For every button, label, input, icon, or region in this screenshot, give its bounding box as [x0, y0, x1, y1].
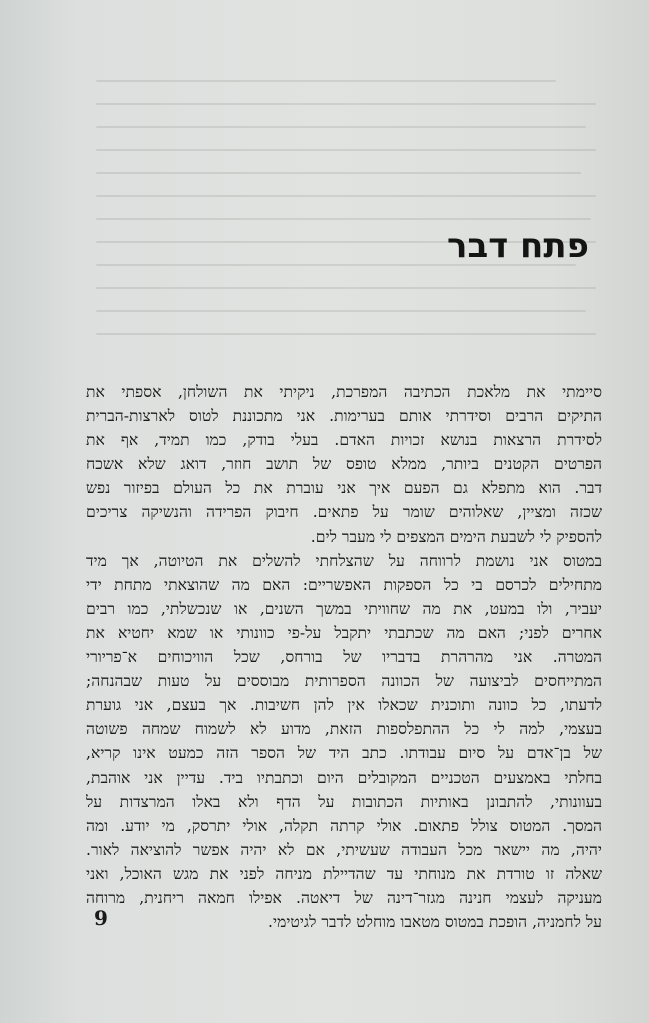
text-line: סיימתי את מלאכת הכתיבה המפרכת, ניקיתי את השולחן, אספתי את: [86, 383, 602, 401]
text-line: הפרטים הקטנים ביותר, ממלא טופס של תושב חוזר, דואג שלא אשכח: [86, 455, 602, 474]
text-line: במטוס אני נושמת לרווחה על שהצלחתי להשלים את הטיוטה, אך מיד: [86, 551, 602, 570]
text-line: לדעתו, כל כוונה ותוכנית שכאלו אין להן חשיבות. אך בעצם, אני גוערת: [86, 696, 602, 715]
text-line: דבר. הוא מתפלא גם הפעם איך אני עוברת את כל העולם בפיזור נפש: [86, 479, 602, 498]
text-line: שכזה ומציין, שאלוהים שומר על פתאים. חיבוק הפרידה והנשיקה צריכים: [86, 503, 602, 522]
text-line: על לחמניה, הופכת במטוס מטאבו מוחלט לדבר לגיטימי.: [268, 913, 602, 932]
text-line: מתחילים לכרסם בי כל הספקות האפשריים: האם מה שהוצאתי מתחת ידי: [86, 575, 602, 594]
text-line: בחלתי באמצעים הטכניים המקובלים היום וכתבתיו ביד. עדיין אני אוהבת,: [86, 768, 602, 787]
page-number: 9: [94, 906, 108, 930]
text-line: לסידרת הרצאות בנושא זכויות האדם. בעלי בודק, כמו תמיד, אף את: [86, 431, 602, 450]
text-line: המתייחסים לביצועה של הכוונה הספרותית מבוססים על טעות שבהנחה;: [86, 672, 602, 691]
text-line: בעוונותי, להתבונן באותיות הכתובות על הדף ולא באלו המרצדות על: [86, 792, 602, 811]
text-line: יעביר, ולו במעט, את מה שחוויתי במשך השנים, או שנכשלתי, כמו רבים: [86, 599, 602, 618]
text-line: התיקים הרבים וסידרתי אותם בערימות. אני מתכוננת לטוס לארצות-הברית: [86, 407, 602, 426]
text-line: בעצמי, למה לי כל ההתפלספות הזאת, מדוע לא לשמוח שמחה פשוטה: [86, 720, 602, 739]
chapter-title: פתח דבר: [447, 226, 589, 266]
text-line: אחרים לפני; האם מה שכתבתי יתקבל על-פי כוונותי או שמא יחטיא את: [86, 623, 602, 642]
text-line: יהיה, מה יישאר מכל העבודה שעשיתי, אם לא יהיה אפשר להוציאה לאור.: [86, 840, 602, 859]
text-line: מעניקה לעצמי חנינה מגזר־דינה של דיאטה. אפילו חמאה ריחנית, מרוחה: [86, 888, 602, 907]
text-line: המטרה. אני מהרהרת בדבריו של בורחס, שכל הוויכוחים א־פריורי: [86, 648, 602, 667]
text-line: של בן־אדם על סיום עבודתו. כתב היד של הספר הזה כמעט אינו קריא,: [86, 744, 602, 763]
text-line: המסך. המטוס צולל פתאום. אולי קרתה תקלה, אולי יתרסק, מי יודע. ומה: [86, 816, 602, 835]
text-line: להספיק לי לשבעת הימים המצפים לי מעבר לים.: [310, 527, 602, 546]
body-text: [86, 380, 602, 934]
text-line: שאלה זו טורדת את מנוחתי עד שהדיילת מניחה לפני את מגש האוכל, ואני: [86, 864, 602, 883]
